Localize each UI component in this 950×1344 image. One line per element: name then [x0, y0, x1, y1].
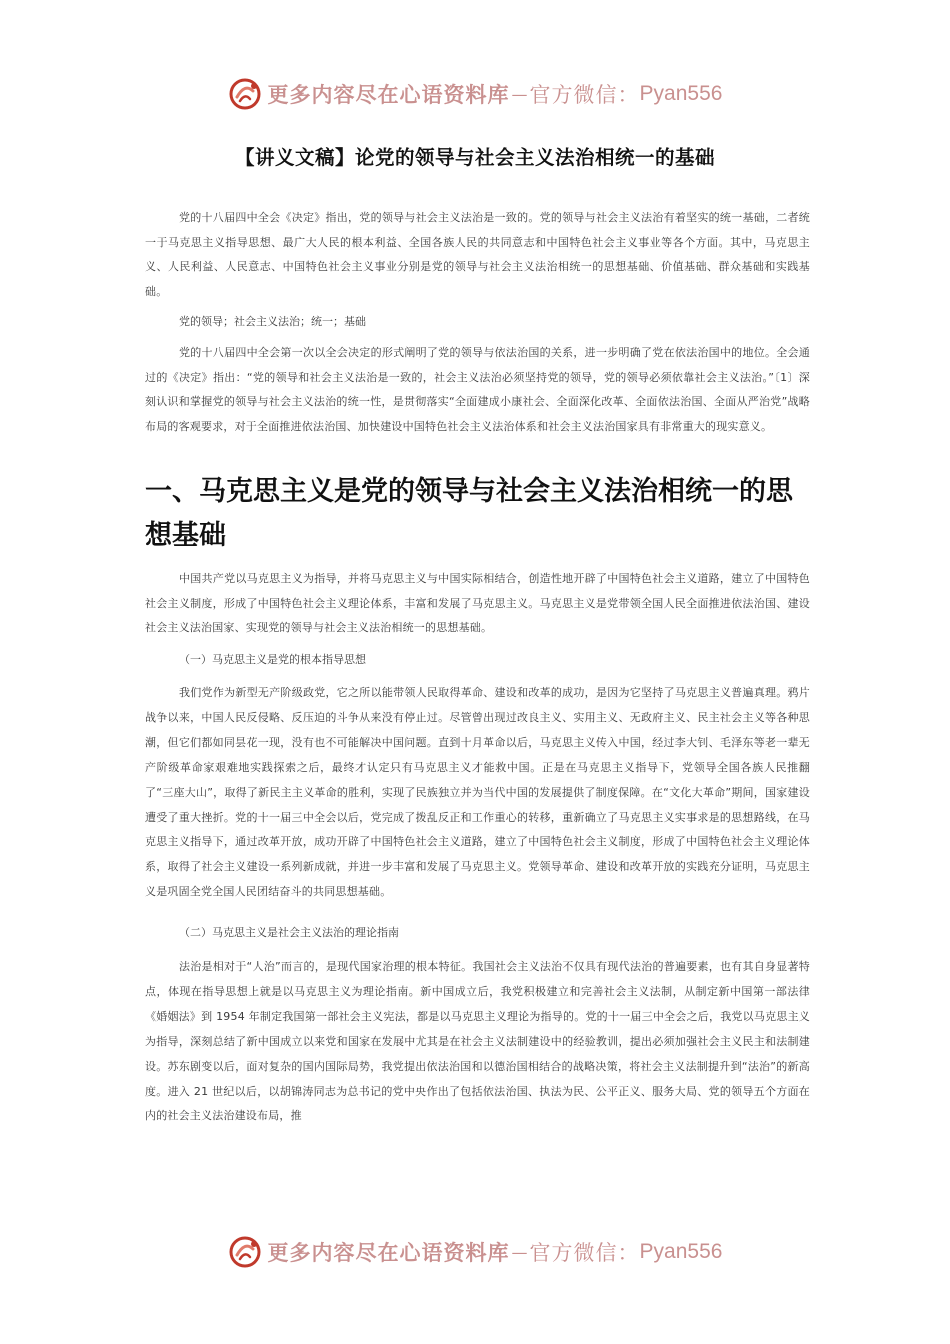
subheading-1: （一）马克思主义是党的根本指导思想 — [179, 653, 366, 666]
document-title: 【讲义文稿】论党的领导与社会主义法治相统一的基础 — [234, 146, 715, 169]
banner-label: 官方微信： — [529, 83, 640, 107]
logo-icon — [228, 77, 262, 111]
intro-paragraph: 党的十八届四中全会第一次以全会决定的形式阐明了党的领导与依法治国的关系，进一步明确了党在依法治国中的地位。全会通过的《决定》指出：“党的领导和社会主义法治是一致的，社会主义法治必须坚持党的领导，党的领导必须依靠社会主义法治。”〔1〕深刻认识和掌握党的领导与社会主义法治的统一性，是贯彻落实“全面建成小康社会、全面深化改革、全面依法治国、全面从严治党”战略布局的客观要求，对于全面推进依法治国、加快建设中国特色社会主义法治体系和社会主义法治国家具有非常重大的现实意义。 — [145, 346, 810, 433]
banner-dash: — — [511, 84, 528, 104]
subheading-2: （二）马克思主义是社会主义法治的理论指南 — [179, 926, 399, 939]
section-intro-paragraph: 中国共产党以马克思主义为指导，并将马克思主义与中国实际相结合，创造性地开辟了中国特色社会主义道路，建立了中国特色社会主义制度，形成了中国特色社会主义理论体系，丰富和发展了马克思主义。马克思主义是党带领全国人民全面推进依法治国、建设社会主义法治国家、实现党的领导与社会主义法治相统一的思想基础。 — [145, 572, 810, 635]
sub1-paragraph: 我们党作为新型无产阶级政党，它之所以能带领人民取得革命、建设和改革的成功，是因为它坚持了马克思主义普遍真理。鸦片战争以来，中国人民反侵略、反压迫的斗争从来没有停止过。尽管曾出现过改良主义、实用主义、无政府主义、民主社会主义等各种思潮，但它们都如同昙花一现，没有也不可能解决中国问题。直到十月革命以后，马克思主义传入中国，经过李大钊、毛泽东等老一辈无产阶级革命家艰难地实践探索之后，最终才认定只有马克思主义才能救中国。正是在马克思主义指导下，党领导全国各族人民推翻了“三座大山”，取得了新民主主义革命的胜利，实现了民族独立并为当代中国的发展提供了制度保障。在“文化大革命”期间，国家建设遭受了重大挫折。党的十一届三中全会以后，党完成了拨乱反正和工作重心的转移，重新确立了马克思主义实事求是的思想路线，在马克思主义指导下，通过改革开放，成功开辟了中国特色社会主义道路，建立了中国特色社会主义制度，形成了中国特色社会主义理论体系，取得了社会主义建设一系列新成就，并进一步丰富和发展了马克思主义。党领导革命、建设和改革开放的实践充分证明，马克思主义是巩固全党全国人民团结奋斗的共同思想基础。 — [145, 686, 810, 899]
banner-dash: — — [511, 1242, 528, 1262]
sub2-paragraph: 法治是相对于“人治”而言的，是现代国家治理的根本特征。我国社会主义法治不仅具有现代法治的普遍要素，也有其自身显著特点，体现在指导思想上就是以马克思主义为理论指南。新中国成立后，我党积极建立和完善社会主义法制，从制定新中国第一部法律《婚姻法》到 1954 年制定我国第一部社会主义宪法，都是以马克思主义理论为指导的。党的十一届三中全会之后，我党以马克思主义为指导，深刻总结了新中国成立以来党和国家在发展中尤其是在社会主义法制建设中的经验教训，提出必须加强社会主义民主和法制建设。苏东剧变以后，面对复杂的国内国际局势，我党提出依法治国和以德治国相结合的战略决策，将社会主义法制提升到“法治”的新高度。进入 21 世纪以后，以胡锦涛同志为总书记的党中央作出了包括依法治国、执法为民、公平正义、服务大局、党的领导五个方面在内的社会主义法治建设布局，推 — [145, 960, 810, 1123]
keywords: 党的领导；社会主义法治；统一；基础 — [179, 315, 366, 328]
top-banner — [0, 74, 950, 114]
section-heading: 一、马克思主义是党的领导与社会主义法治相统一的思想基础 — [145, 476, 793, 551]
abstract-paragraph: 党的十八届四中全会《决定》指出，党的领导与社会主义法治是一致的。党的领导与社会主义法治有着坚实的统一基础，二者统一于马克思主义指导思想、最广大人民的根本利益、全国各族人民的共同意志和中国特色社会主义事业等各个方面。其中，马克思主义、人民利益、人民意志、中国特色社会主义事业分别是党的领导与社会主义法治相统一的思想基础、价值基础、群众基础和实践基础。 — [145, 211, 810, 298]
banner-wechat-id: Pyan556 — [639, 1240, 723, 1263]
bottom-banner — [0, 1232, 950, 1272]
banner-text: 更多内容尽在心语资料库 — [267, 82, 510, 107]
banner-text: 更多内容尽在心语资料库 — [267, 1240, 510, 1265]
logo-icon — [228, 1235, 262, 1269]
banner-wechat-id: Pyan556 — [639, 82, 723, 105]
banner-label: 官方微信： — [529, 1241, 640, 1265]
